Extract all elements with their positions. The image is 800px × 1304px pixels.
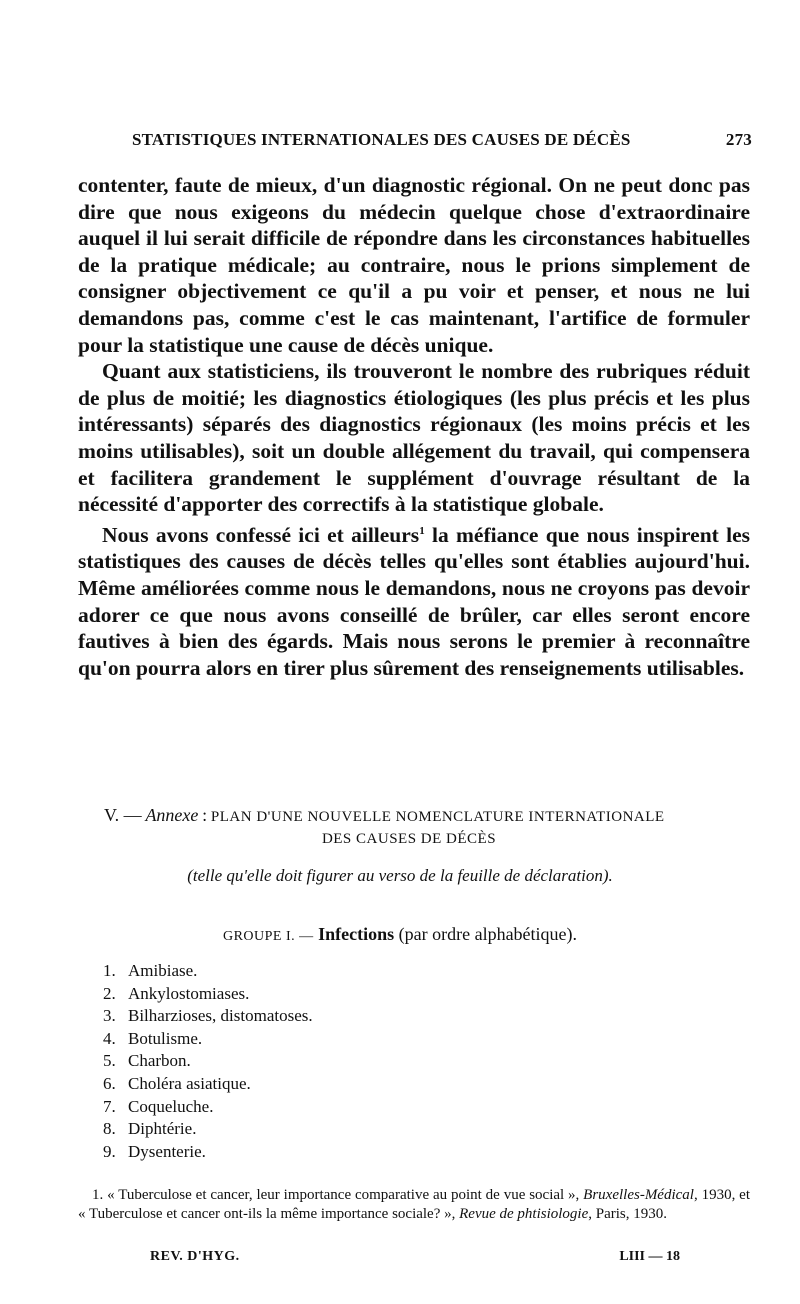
list-item — [103, 1005, 313, 1028]
group-heading — [0, 924, 800, 945]
annexe-separator: : — [202, 805, 208, 825]
item-text: Bilharzioses, distomatoses. — [128, 1006, 313, 1026]
group-name: Infections — [318, 924, 395, 944]
footnote-journal2: Revue de phtisiologie — [459, 1206, 589, 1222]
list-item — [103, 1096, 313, 1119]
paragraph-3-start: Nous avons confessé ici et ailleurs — [102, 522, 420, 547]
list-item — [103, 1028, 313, 1051]
list-item — [103, 1050, 313, 1073]
list-item — [103, 1141, 313, 1164]
group-note: (par ordre alphabétique). — [398, 924, 578, 944]
footer-journal: REV. D'HYG. — [150, 1249, 240, 1264]
paragraph-1: contenter, faute de mieux, d'un diagnostic régional. On ne peut donc pas dire que nous exigeons du médecin quelque chose d'extraordinaire auquel il lui serait difficile de répondre dans les circonstances habituelles de la pratique médicale; au contraire, nous le prions simplement de consigner objectivement ce qu'il a pu voir et penser, et nous ne lui demandons pas, comme c'est le cas maintenant, l'artifice de formuler pour la statistique une cause de décès unique. — [78, 173, 750, 357]
annexe-subtitle: (telle qu'elle doit figurer au verso de la feuille de déclaration). — [187, 866, 613, 885]
footnote-part1: « Tuberculose et cancer, leur importance comparative au point de vue social », — [107, 1187, 580, 1203]
annexe-number: V. — — [104, 805, 142, 825]
item-text: Charbon. — [128, 1051, 191, 1071]
group-label: GROUPE I. — — [222, 929, 314, 944]
item-number: 8. — [103, 1119, 116, 1139]
annexe-title-line1: PLAN D'UNE NOUVELLE NOMENCLATURE INTERNATIONALE — [210, 809, 665, 825]
annexe-label: Annexe — [145, 805, 199, 825]
list-item — [103, 960, 313, 983]
item-text: Botulisme. — [128, 1028, 203, 1048]
footnote-journal1: Bruxelles-Médical — [583, 1187, 694, 1203]
item-text: Diphtérie. — [128, 1119, 197, 1139]
item-text: Ankylostomiases. — [128, 983, 250, 1003]
item-number: 4. — [103, 1028, 116, 1048]
paragraph-3 — [78, 518, 750, 682]
item-number: 7. — [103, 1096, 116, 1116]
page-number: 273 — [725, 130, 752, 149]
item-number: 2. — [103, 983, 116, 1003]
annexe-title-line2: DES CAUSES DE DÉCÈS — [321, 831, 497, 847]
item-number: 6. — [103, 1073, 116, 1093]
infection-list — [103, 960, 313, 1163]
item-text: Choléra asiatique. — [128, 1073, 251, 1093]
item-number: 1. — [103, 961, 116, 980]
footnote-number: 1. — [92, 1187, 104, 1203]
item-number: 3. — [103, 1006, 116, 1026]
footnote-part2: , 1930, et « Tuberculose et cancer ont-ils la même importance sociale? », — [78, 1187, 751, 1222]
annexe-heading — [104, 804, 724, 850]
footer-volume: LIII — 18 — [619, 1249, 680, 1264]
list-item — [103, 1073, 313, 1096]
body-text — [78, 172, 750, 681]
item-text: Amibiase. — [128, 961, 198, 980]
item-number: 5. — [103, 1051, 116, 1071]
footnote-part3: , Paris, 1930. — [588, 1206, 668, 1222]
header-title: STATISTIQUES INTERNATIONALES DES CAUSES DE DÉCÈS — [132, 130, 631, 149]
paragraph-2: Quant aux statisticiens, ils trouveront le nombre des rubriques réduit de plus de moitié; les diagnostics étiologiques (les plus précis et les plus intéressants) séparés des diagnostics régionaux (les moins précis et les moins utilisables), soit un double allégement du travail, qui compensera et facilitera grandement le supplément d'ouvrage résultant de la nécessité d'apporter des correctifs à la statistique globale. — [78, 359, 750, 517]
list-item — [103, 1118, 313, 1141]
item-text: Dysenterie. — [128, 1141, 206, 1161]
footnote — [78, 1186, 750, 1224]
item-text: Coqueluche. — [128, 1096, 214, 1116]
footnote-marker: 1 — [419, 524, 425, 537]
paragraph-3-rest: la méfiance que nous inspirent les statistiques des causes de décès telles qu'elles sont établies aujourd'hui. Même améliorées comme nous le demandons, nous ne croyons pas devoir adorer ce que nous avons conseillé de brûler, car elles seront encore fautives à bien des égards. Mais nous serons le premier à reconnaître qu'on pourra alors en tirer plus sûrement des renseignements utilisables. — [78, 522, 751, 680]
item-number: 9. — [103, 1141, 116, 1161]
list-item — [103, 983, 313, 1006]
footnote-text — [78, 1186, 750, 1224]
